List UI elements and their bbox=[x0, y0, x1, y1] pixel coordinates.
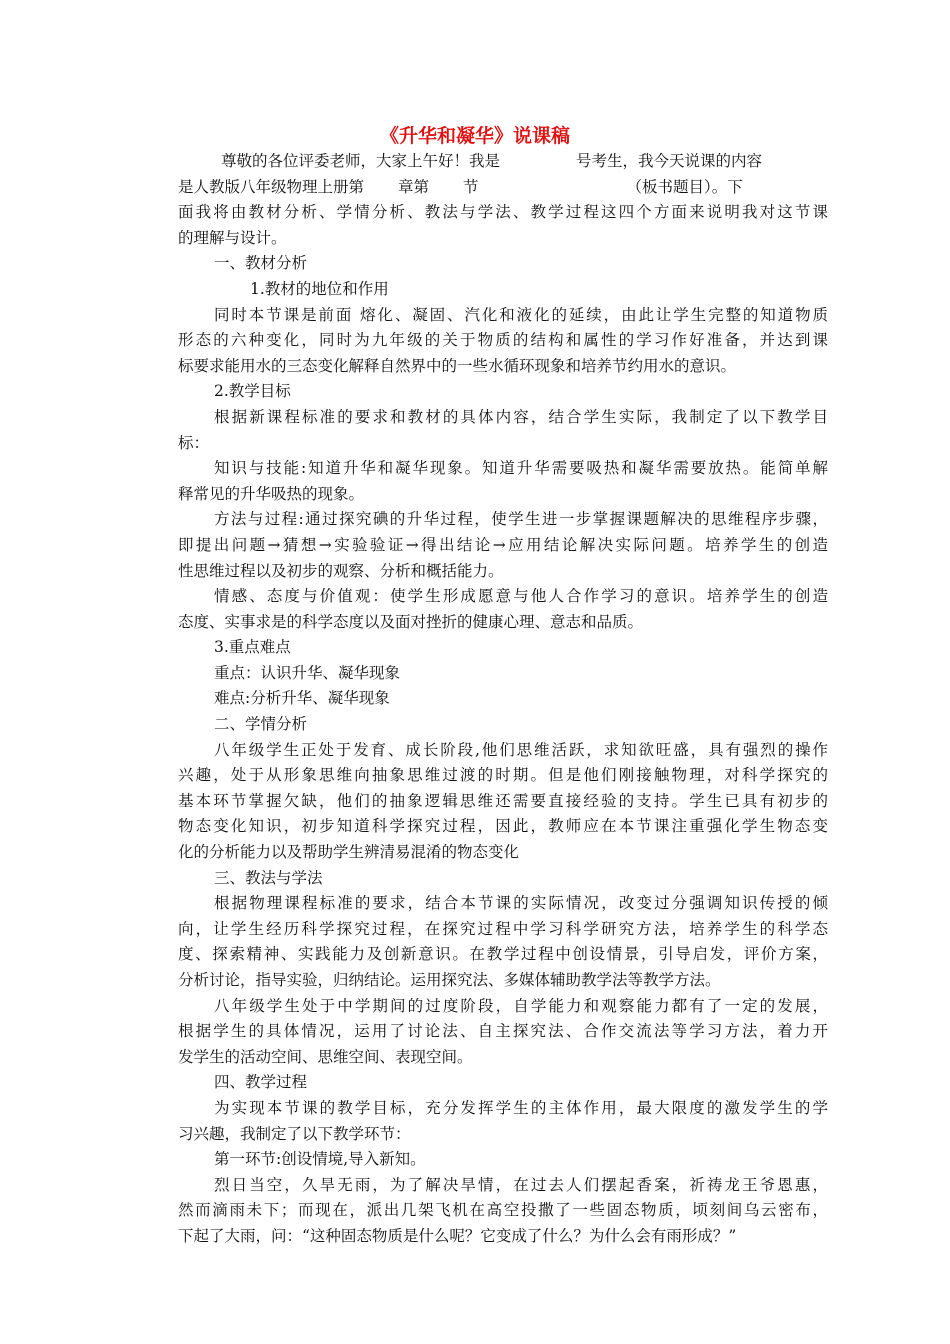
intro-text: 章第 bbox=[398, 177, 430, 196]
paragraph-line: 根据学生的具体情况，运用了讨论法、自主探究法、合作交流法等学习方法，着力开 bbox=[178, 1022, 828, 1041]
paragraph-line: 根据新课程标准的要求和教材的具体内容，结合学生实际，我制定了以下教学目 bbox=[214, 407, 828, 426]
subheading: 1.教材的地位和作用 bbox=[250, 279, 389, 298]
paragraph-line: 化的分析能力以及帮助学生辨清易混淆的物态变化 bbox=[178, 843, 520, 862]
intro-text: 节 bbox=[463, 177, 479, 196]
paragraph-line: 发学生的活动空间、思维空间、表现空间。 bbox=[178, 1047, 473, 1066]
subheading: 2.教学目标 bbox=[214, 382, 291, 401]
paragraph-line: 情感、态度与价值观：使学生形成愿意与他人合作学习的意识。培养学生的创造 bbox=[214, 587, 828, 606]
subheading: 3.重点难点 bbox=[214, 638, 291, 657]
paragraph-line: 标： bbox=[178, 433, 210, 452]
paragraph-line: 分析讨论，指导实验，归纳结论。运用探究法、多媒体辅助教学法等教学方法。 bbox=[178, 971, 721, 989]
paragraph-line: 形态的六种变化，同时为九年级的关于物质的结构和属性的学习作好准备，并达到课 bbox=[178, 331, 828, 350]
heading-1: 一、教材分析 bbox=[214, 254, 308, 273]
paragraph-line: 度、探索精神、实践能力及创新意识。在教学过程中创设情景，引导启发，评价方案， bbox=[178, 945, 828, 964]
document-title: 《升华和凝华》说课稿 bbox=[379, 125, 570, 147]
document-body bbox=[178, 149, 828, 1250]
paragraph-line: 第一环节:创设情境,导入新知。 bbox=[214, 1150, 426, 1169]
paragraph-line: 同时本节课是前面 熔化、凝固、汽化和液化的延续，由此让学生完整的知道物质 bbox=[214, 305, 828, 324]
heading-2: 二、学情分析 bbox=[214, 715, 308, 734]
paragraph-line: 下起了大雨，问：“这种固态物质是什么呢？它变成了什么？为什么会有雨形成？” bbox=[178, 1226, 737, 1245]
paragraph-line: 态度、实事求是的科学态度以及面对挫折的健康心理、意志和品质。 bbox=[178, 612, 644, 631]
paragraph-line: 为实现本节课的教学目标，充分发挥学生的主体作用，最大限度的激发学生的学 bbox=[214, 1098, 828, 1117]
paragraph-line: 方法与过程:通过探究碘的升华过程，使学生进一步掌握课题解决的思维程序步骤， bbox=[214, 510, 828, 529]
paragraph-line: 兴趣，处于从形象思维向抽象思维过渡的时期。但是他们刚接触物理，对科学探究的 bbox=[178, 766, 828, 785]
paragraph-line: 烈日当空，久旱无雨，为了解决旱情，在过去人们摆起香案，祈祷龙王爷恩惠， bbox=[214, 1175, 828, 1194]
paragraph-line: 向，让学生经历科学探究过程，在探究过程中学习科学研究方法，培养学生的科学态 bbox=[178, 919, 828, 938]
paragraph-line: 重点：认识升华、凝华现象 bbox=[214, 663, 401, 682]
intro-line-3: 面我将由教材分析、学情分析、教法与学法、教学过程这四个方面来说明我对这节课 bbox=[178, 203, 828, 222]
paragraph-line: 难点:分析升华、凝华现象 bbox=[214, 689, 390, 708]
paragraph-line: 习兴趣，我制定了以下教学环节： bbox=[178, 1124, 411, 1143]
paragraph-line: 八年级学生处于中学期间的过度阶段，自学能力和观察能力都有了一定的发展， bbox=[214, 996, 828, 1015]
paragraph-line: 基本环节掌握欠缺，他们的抽象逻辑思维还需要直接经验的支持。学生已具有初步的 bbox=[178, 791, 828, 810]
paragraph-line: 即提出问题→猜想→实验验证→得出结论→应用结论解决实际问题。培养学生的创造 bbox=[178, 535, 828, 554]
intro-text: （板书题目）。下 bbox=[626, 177, 743, 196]
paragraph-line: 标要求能用水的三态变化解释自然界中的一些水循环现象和培养节约用水的意识。 bbox=[178, 356, 737, 375]
intro-line-1 bbox=[178, 149, 828, 175]
paragraph-line: 物态变化知识，初步知道科学探究过程，因此，教师应在本节课注重强化学生物态变 bbox=[178, 817, 828, 836]
heading-3: 三、教法与学法 bbox=[214, 868, 323, 887]
intro-text: 号考生，我今天说课的内容 bbox=[576, 152, 763, 170]
paragraph-line: 然而滴雨未下；而现在，派出几架飞机在高空投撒了一些固态物质，顷刻间乌云密布， bbox=[178, 1201, 828, 1220]
heading-4: 四、教学过程 bbox=[214, 1073, 308, 1092]
paragraph-line: 根据物理课程标准的要求，结合本节课的实际情况，改变过分强调知识传授的倾 bbox=[214, 894, 828, 913]
paragraph-line: 释常见的升华吸热的现象。 bbox=[178, 484, 365, 503]
paragraph-line: 性思维过程以及初步的观察、分析和概括能力。 bbox=[178, 561, 504, 580]
intro-text: 尊敬的各位评委老师，大家上午好！我是 bbox=[221, 152, 501, 170]
paragraph-line: 八年级学生正处于发育、成长阶段,他们思维活跃，求知欲旺盛，具有强烈的操作 bbox=[214, 740, 828, 759]
intro-line-4: 的理解与设计。 bbox=[178, 228, 287, 247]
intro-text: 是人教版八年级物理上册第 bbox=[178, 177, 365, 196]
paragraph-line: 知识与技能:知道升华和凝华现象。知道升华需要吸热和凝华需要放热。能简单解 bbox=[214, 459, 828, 478]
intro-line-2 bbox=[178, 175, 828, 201]
